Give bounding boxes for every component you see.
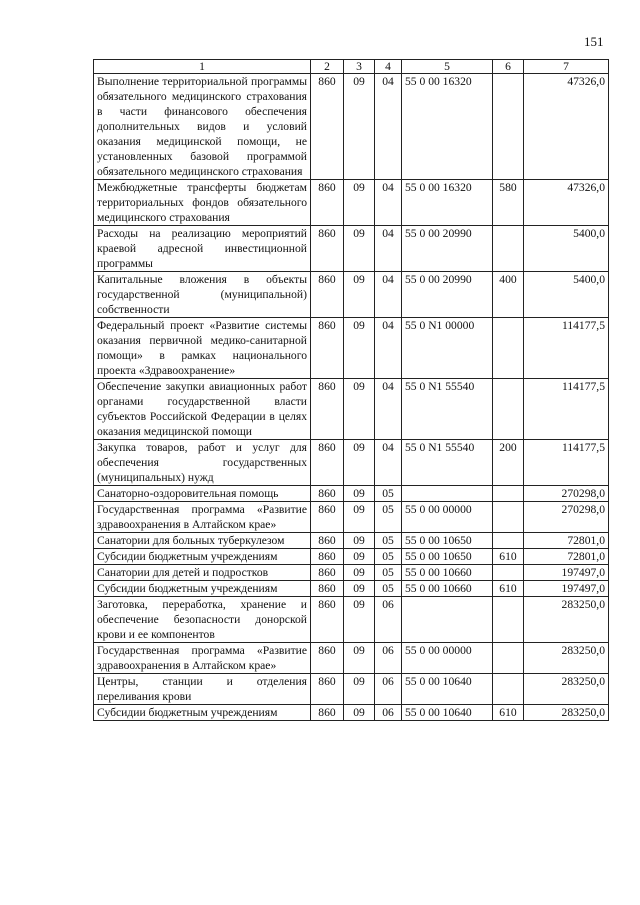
row-section-code-cell: 09: [344, 597, 375, 643]
header-col-3: 3: [344, 60, 375, 74]
row-target-article-cell: 55 0 N1 00000: [402, 318, 493, 379]
row-expense-type-cell: [493, 643, 524, 674]
row-name-cell: Санатории для больных туберкулезом: [94, 533, 311, 549]
row-name-cell: Субсидии бюджетным учреждениям: [94, 549, 311, 565]
row-amount-cell: 72801,0: [524, 549, 609, 565]
row-expense-type-cell: 610: [493, 549, 524, 565]
row-ministry-code-cell: 860: [311, 705, 344, 721]
row-amount-cell: 5400,0: [524, 272, 609, 318]
row-expense-type-cell: [493, 74, 524, 180]
row-expense-type-cell: 580: [493, 180, 524, 226]
row-amount-cell: 270298,0: [524, 502, 609, 533]
table-row: [94, 440, 609, 486]
row-amount-cell: 114177,5: [524, 440, 609, 486]
row-amount-cell: 283250,0: [524, 643, 609, 674]
row-target-article-cell: 55 0 00 20990: [402, 226, 493, 272]
row-ministry-code-cell: 860: [311, 597, 344, 643]
row-target-article-cell: 55 0 00 10660: [402, 581, 493, 597]
row-amount-cell: 114177,5: [524, 318, 609, 379]
row-subsection-code-cell: 05: [375, 502, 402, 533]
header-col-4: 4: [375, 60, 402, 74]
row-amount-cell: 270298,0: [524, 486, 609, 502]
row-subsection-code-cell: 04: [375, 272, 402, 318]
row-target-article-cell: 55 0 N1 55540: [402, 440, 493, 486]
row-subsection-code-cell: 06: [375, 597, 402, 643]
row-target-article-cell: 55 0 00 10660: [402, 565, 493, 581]
row-target-article-cell: [402, 486, 493, 502]
table-row: [94, 379, 609, 440]
row-ministry-code-cell: 860: [311, 674, 344, 705]
row-section-code-cell: 09: [344, 502, 375, 533]
row-subsection-code-cell: 06: [375, 643, 402, 674]
table-row: [94, 705, 609, 721]
header-row: [94, 60, 609, 74]
row-name-cell: Центры, станции и отделения переливания крови: [94, 674, 311, 705]
row-subsection-code-cell: 05: [375, 486, 402, 502]
row-target-article-cell: 55 0 00 00000: [402, 643, 493, 674]
row-ministry-code-cell: 860: [311, 318, 344, 379]
row-name-cell: Обеспечение закупки авиационных работ органами государственной власти субъектов Российской Федерации в целях оказания медицинской помощи: [94, 379, 311, 440]
row-name-cell: Межбюджетные трансферты бюджетам территориальных фондов обязательного медицинского страхования: [94, 180, 311, 226]
row-target-article-cell: 55 0 00 20990: [402, 272, 493, 318]
row-expense-type-cell: [493, 502, 524, 533]
table-row: [94, 486, 609, 502]
row-name-cell: Федеральный проект «Развитие системы оказания первичной медико-санитарной помощи» в рамках национального проекта «Здравоохранение»: [94, 318, 311, 379]
table-row: [94, 597, 609, 643]
row-target-article-cell: 55 0 00 16320: [402, 74, 493, 180]
row-section-code-cell: 09: [344, 272, 375, 318]
row-target-article-cell: [402, 597, 493, 643]
row-ministry-code-cell: 860: [311, 549, 344, 565]
header-col-2: 2: [311, 60, 344, 74]
row-ministry-code-cell: 860: [311, 533, 344, 549]
row-name-cell: Закупка товаров, работ и услуг для обеспечения государственных (муниципальных) нужд: [94, 440, 311, 486]
row-ministry-code-cell: 860: [311, 565, 344, 581]
row-section-code-cell: 09: [344, 486, 375, 502]
row-ministry-code-cell: 860: [311, 581, 344, 597]
header-col-1: 1: [94, 60, 311, 74]
row-subsection-code-cell: 04: [375, 318, 402, 379]
row-ministry-code-cell: 860: [311, 180, 344, 226]
row-section-code-cell: 09: [344, 226, 375, 272]
table-row: [94, 502, 609, 533]
table-row: [94, 226, 609, 272]
header-col-6: 6: [493, 60, 524, 74]
row-subsection-code-cell: 04: [375, 440, 402, 486]
row-name-cell: Санатории для детей и подростков: [94, 565, 311, 581]
row-ministry-code-cell: 860: [311, 486, 344, 502]
row-section-code-cell: 09: [344, 318, 375, 379]
row-expense-type-cell: 610: [493, 705, 524, 721]
row-target-article-cell: 55 0 N1 55540: [402, 379, 493, 440]
row-name-cell: Субсидии бюджетным учреждениям: [94, 581, 311, 597]
row-target-article-cell: 55 0 00 00000: [402, 502, 493, 533]
row-expense-type-cell: [493, 379, 524, 440]
row-name-cell: Государственная программа «Развитие здравоохранения в Алтайском крае»: [94, 643, 311, 674]
row-section-code-cell: 09: [344, 440, 375, 486]
row-expense-type-cell: [493, 226, 524, 272]
row-section-code-cell: 09: [344, 180, 375, 226]
table-row: [94, 272, 609, 318]
page-number: 151: [584, 34, 604, 49]
row-name-cell: Капитальные вложения в объекты государственной (муниципальной) собственности: [94, 272, 311, 318]
row-expense-type-cell: [493, 597, 524, 643]
row-amount-cell: 197497,0: [524, 565, 609, 581]
table-body: [94, 74, 609, 721]
row-name-cell: Государственная программа «Развитие здравоохранения в Алтайском крае»: [94, 502, 311, 533]
table-row: [94, 318, 609, 379]
row-amount-cell: 197497,0: [524, 581, 609, 597]
table-row: [94, 643, 609, 674]
row-expense-type-cell: 400: [493, 272, 524, 318]
row-target-article-cell: 55 0 00 10640: [402, 705, 493, 721]
row-ministry-code-cell: 860: [311, 272, 344, 318]
row-section-code-cell: 09: [344, 565, 375, 581]
row-amount-cell: 283250,0: [524, 597, 609, 643]
row-name-cell: Санаторно-оздоровительная помощь: [94, 486, 311, 502]
row-target-article-cell: 55 0 00 16320: [402, 180, 493, 226]
row-amount-cell: 5400,0: [524, 226, 609, 272]
row-target-article-cell: 55 0 00 10650: [402, 549, 493, 565]
row-section-code-cell: 09: [344, 379, 375, 440]
row-section-code-cell: 09: [344, 74, 375, 180]
row-subsection-code-cell: 04: [375, 379, 402, 440]
row-section-code-cell: 09: [344, 581, 375, 597]
row-ministry-code-cell: 860: [311, 74, 344, 180]
row-amount-cell: 283250,0: [524, 705, 609, 721]
row-section-code-cell: 09: [344, 533, 375, 549]
row-subsection-code-cell: 04: [375, 74, 402, 180]
row-name-cell: Заготовка, переработка, хранение и обеспечение безопасности донорской крови и ее компонентов: [94, 597, 311, 643]
header-col-5: 5: [402, 60, 493, 74]
table-row: [94, 74, 609, 180]
row-target-article-cell: 55 0 00 10650: [402, 533, 493, 549]
table-row: [94, 565, 609, 581]
table-row: [94, 549, 609, 565]
row-expense-type-cell: [493, 318, 524, 379]
row-subsection-code-cell: 06: [375, 674, 402, 705]
row-expense-type-cell: 200: [493, 440, 524, 486]
row-ministry-code-cell: 860: [311, 440, 344, 486]
table-row: [94, 674, 609, 705]
row-subsection-code-cell: 05: [375, 565, 402, 581]
row-ministry-code-cell: 860: [311, 379, 344, 440]
row-subsection-code-cell: 05: [375, 549, 402, 565]
row-name-cell: Расходы на реализацию мероприятий краевой адресной инвестиционной программы: [94, 226, 311, 272]
table-row: [94, 180, 609, 226]
row-amount-cell: 47326,0: [524, 180, 609, 226]
row-name-cell: Субсидии бюджетным учреждениям: [94, 705, 311, 721]
budget-table: [93, 59, 609, 721]
row-expense-type-cell: [493, 486, 524, 502]
row-target-article-cell: 55 0 00 10640: [402, 674, 493, 705]
row-section-code-cell: 09: [344, 705, 375, 721]
row-amount-cell: 114177,5: [524, 379, 609, 440]
row-ministry-code-cell: 860: [311, 502, 344, 533]
row-expense-type-cell: 610: [493, 581, 524, 597]
row-name-cell: Выполнение территориальной программы обязательного медицинского страхования в части финансового обеспечения дополнительных видов и условий оказания медицинской помощи, не установленных базовой программой обязательного медицинского страхования: [94, 74, 311, 180]
row-amount-cell: 47326,0: [524, 74, 609, 180]
row-section-code-cell: 09: [344, 549, 375, 565]
row-expense-type-cell: [493, 533, 524, 549]
row-section-code-cell: 09: [344, 643, 375, 674]
row-amount-cell: 283250,0: [524, 674, 609, 705]
table-row: [94, 533, 609, 549]
row-subsection-code-cell: 05: [375, 581, 402, 597]
header-col-7: 7: [524, 60, 609, 74]
row-subsection-code-cell: 05: [375, 533, 402, 549]
row-ministry-code-cell: 860: [311, 643, 344, 674]
row-section-code-cell: 09: [344, 674, 375, 705]
row-subsection-code-cell: 04: [375, 180, 402, 226]
row-subsection-code-cell: 06: [375, 705, 402, 721]
row-expense-type-cell: [493, 565, 524, 581]
row-ministry-code-cell: 860: [311, 226, 344, 272]
table-row: [94, 581, 609, 597]
row-expense-type-cell: [493, 674, 524, 705]
row-subsection-code-cell: 04: [375, 226, 402, 272]
row-amount-cell: 72801,0: [524, 533, 609, 549]
